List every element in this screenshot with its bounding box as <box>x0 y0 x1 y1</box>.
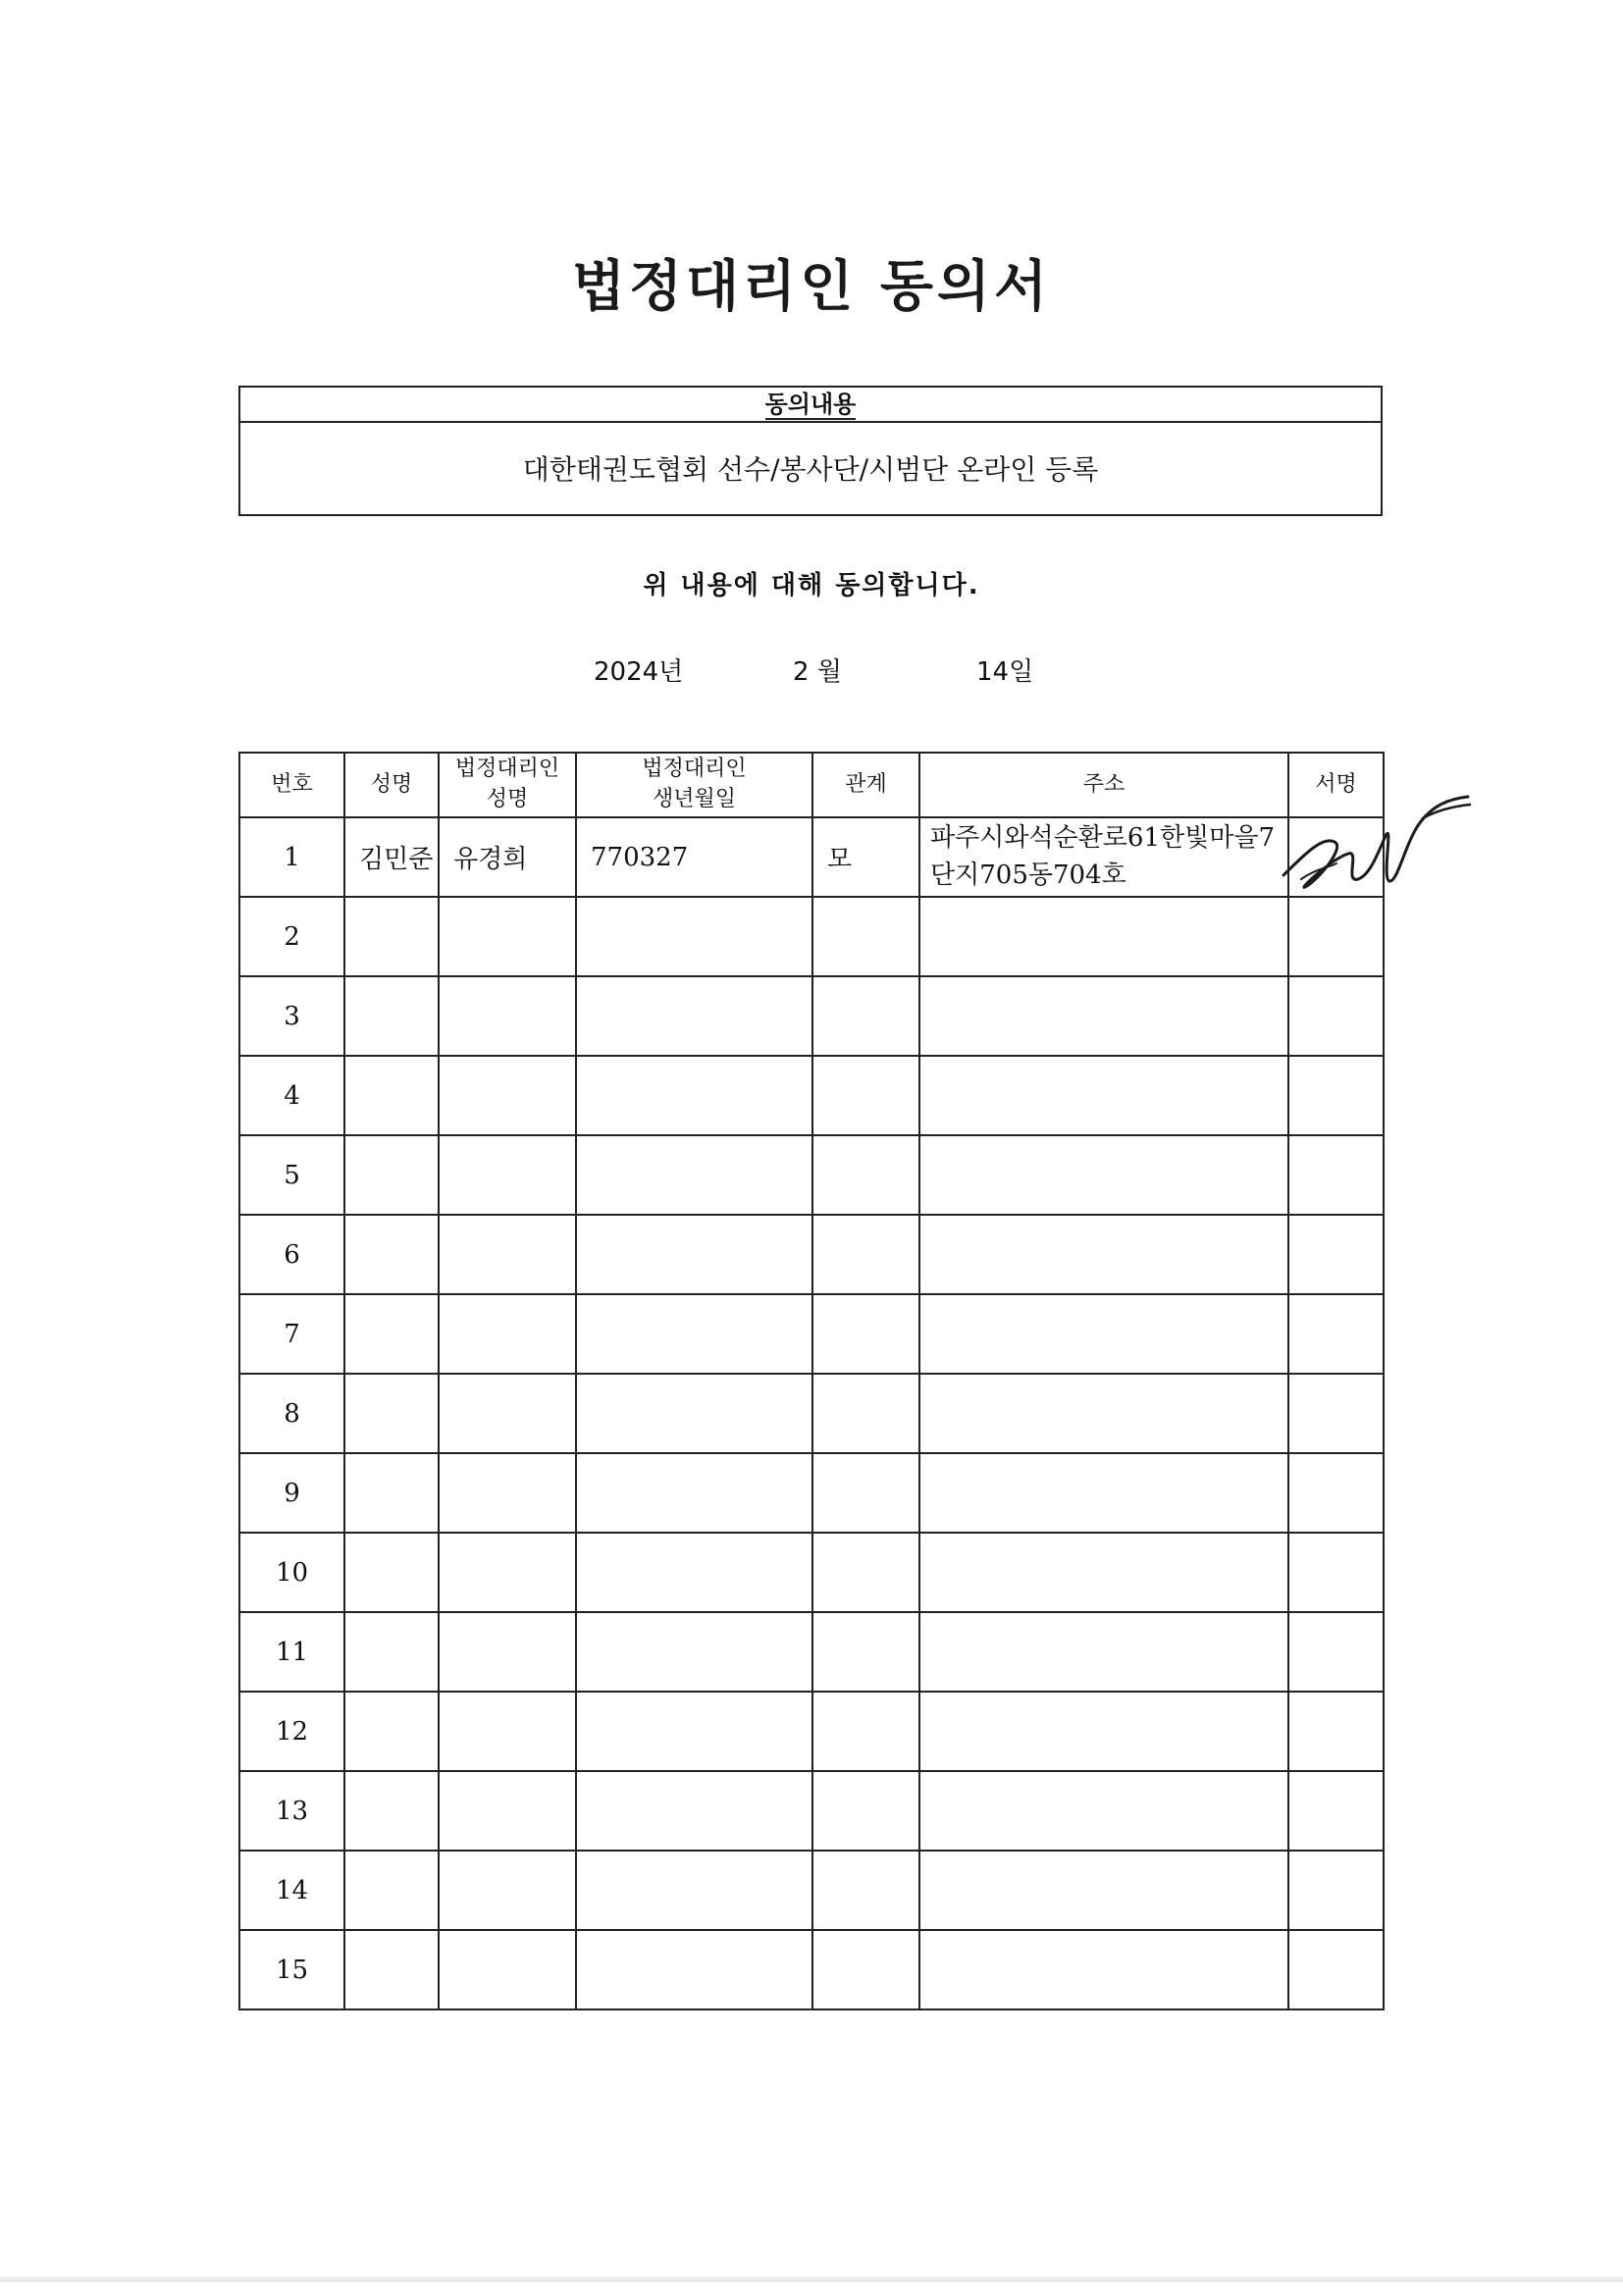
row-guardian-name <box>439 897 576 976</box>
row-name <box>344 976 439 1056</box>
header-address: 주소 <box>919 753 1288 817</box>
row-guardian-name <box>439 1453 576 1533</box>
row-number: 1 <box>239 817 344 897</box>
row-address <box>919 1215 1288 1294</box>
row-name <box>344 1851 439 1930</box>
table-row <box>239 1294 1384 1374</box>
row-guardian-birth <box>576 897 812 976</box>
table-row <box>239 1056 1384 1135</box>
row-guardian-name <box>439 1135 576 1215</box>
row-guardian-name <box>439 1771 576 1851</box>
consent-header-label: 동의내용 <box>764 391 857 418</box>
row-signature <box>1288 1453 1384 1533</box>
table-row <box>239 1215 1384 1294</box>
table-row <box>239 1771 1384 1851</box>
handwritten-signature <box>1276 785 1472 899</box>
header-guardian-birth-line1: 법정대리인 <box>642 757 747 782</box>
row-signature <box>1288 976 1384 1056</box>
table-row <box>239 1612 1384 1692</box>
row-number: 15 <box>239 1930 344 2009</box>
row-number: 14 <box>239 1851 344 1930</box>
row-address <box>919 1374 1288 1453</box>
table-row <box>239 1851 1384 1930</box>
row-guardian-birth <box>576 1056 812 1135</box>
header-name: 성명 <box>344 753 439 817</box>
header-no: 번호 <box>239 753 344 817</box>
row-address <box>919 976 1288 1056</box>
row-signature <box>1288 1930 1384 2009</box>
header-guardian-birth <box>576 753 812 817</box>
row-relation <box>812 1453 919 1533</box>
row-number: 7 <box>239 1294 344 1374</box>
table-row <box>239 1374 1384 1453</box>
row-signature <box>1288 1612 1384 1692</box>
row-guardian-birth <box>576 1533 812 1612</box>
row-guardian-name: 유경희 <box>439 817 576 897</box>
row-number: 12 <box>239 1692 344 1771</box>
row-guardian-birth <box>576 1692 812 1771</box>
header-guardian-name <box>439 753 576 817</box>
table-row <box>239 1453 1384 1533</box>
header-guardian-birth-line2: 생년월일 <box>652 787 736 811</box>
row-number: 10 <box>239 1533 344 1612</box>
row-signature <box>1288 1692 1384 1771</box>
row-relation <box>812 1612 919 1692</box>
agree-statement: 위 내용에 대해 동의합니다. <box>643 571 980 600</box>
row-guardian-name <box>439 1056 576 1135</box>
consent-body: 대한태권도협회 선수/봉사단/시범단 온라인 등록 <box>522 453 1099 486</box>
row-relation <box>812 1056 919 1135</box>
row-address <box>919 1135 1288 1215</box>
row-guardian-birth <box>576 1851 812 1930</box>
row-address <box>919 1056 1288 1135</box>
registration-table <box>238 752 1385 2010</box>
row-signature <box>1288 1215 1384 1294</box>
row-number: 2 <box>239 897 344 976</box>
header-guardian-name-line1: 법정대리인 <box>454 757 560 782</box>
table-row <box>239 897 1384 976</box>
row-address <box>919 1692 1288 1771</box>
row-address <box>919 1851 1288 1930</box>
row-guardian-name <box>439 1533 576 1612</box>
header-signature: 서명 <box>1288 753 1384 817</box>
date-day: 14일 <box>976 657 1034 687</box>
row-signature <box>1288 1135 1384 1215</box>
row-number: 11 <box>239 1612 344 1692</box>
row-address <box>919 897 1288 976</box>
row-name <box>344 1612 439 1692</box>
row-relation <box>812 1215 919 1294</box>
row-number: 6 <box>239 1215 344 1294</box>
row-number: 9 <box>239 1453 344 1533</box>
row-signature <box>1288 1851 1384 1930</box>
table-header-row <box>239 753 1384 817</box>
row-guardian-birth <box>576 976 812 1056</box>
row-signature <box>1288 1533 1384 1612</box>
row-guardian-birth <box>576 1930 812 2009</box>
row-name <box>344 1533 439 1612</box>
row-guardian-name <box>439 1374 576 1453</box>
row-relation <box>812 1374 919 1453</box>
row-relation <box>812 976 919 1056</box>
row-name: 김민준 <box>344 817 439 897</box>
row-relation <box>812 1533 919 1612</box>
row-guardian-birth <box>576 1135 812 1215</box>
row-guardian-name <box>439 1851 576 1930</box>
row-guardian-birth <box>576 1374 812 1453</box>
row-guardian-name <box>439 1215 576 1294</box>
row-number: 4 <box>239 1056 344 1135</box>
row-relation: 모 <box>812 817 919 897</box>
row-name <box>344 1692 439 1771</box>
row-relation <box>812 1930 919 2009</box>
row-address <box>919 1930 1288 2009</box>
row-relation <box>812 1294 919 1374</box>
row-number: 3 <box>239 976 344 1056</box>
table-row <box>239 1533 1384 1612</box>
row-relation <box>812 897 919 976</box>
row-guardian-name <box>439 976 576 1056</box>
row-address <box>919 1612 1288 1692</box>
row-signature <box>1288 1374 1384 1453</box>
row-address <box>919 1294 1288 1374</box>
row-signature <box>1288 1294 1384 1374</box>
header-relation: 관계 <box>812 753 919 817</box>
row-name <box>344 1930 439 2009</box>
row-relation <box>812 1135 919 1215</box>
row-number: 5 <box>239 1135 344 1215</box>
row-name <box>344 897 439 976</box>
row-name <box>344 1374 439 1453</box>
table-row <box>239 1930 1384 2009</box>
row-guardian-birth <box>576 1612 812 1692</box>
row-address: 파주시와석순환로61한빛마을7단지705동704호 <box>919 817 1288 897</box>
row-relation <box>812 1692 919 1771</box>
row-relation <box>812 1851 919 1930</box>
row-signature <box>1288 1771 1384 1851</box>
row-guardian-birth: 770327 <box>576 817 812 897</box>
row-name <box>344 1771 439 1851</box>
row-guardian-birth <box>576 1453 812 1533</box>
row-guardian-birth <box>576 1215 812 1294</box>
row-address <box>919 1771 1288 1851</box>
row-name <box>344 1294 439 1374</box>
consent-header <box>240 388 1381 423</box>
row-name <box>344 1056 439 1135</box>
row-number: 8 <box>239 1374 344 1453</box>
scan-edge <box>0 2276 1623 2282</box>
row-address <box>919 1533 1288 1612</box>
table-row <box>239 817 1384 897</box>
row-signature <box>1288 1056 1384 1135</box>
row-name <box>344 1215 439 1294</box>
row-guardian-birth <box>576 1294 812 1374</box>
row-guardian-birth <box>576 1771 812 1851</box>
table-row <box>239 976 1384 1056</box>
table-row <box>239 1692 1384 1771</box>
row-signature <box>1288 897 1384 976</box>
date-year: 2024년 <box>594 657 684 687</box>
row-address <box>919 1453 1288 1533</box>
row-name <box>344 1453 439 1533</box>
row-guardian-name <box>439 1930 576 2009</box>
row-guardian-name <box>439 1294 576 1374</box>
consent-box <box>238 386 1383 516</box>
document-title: 법정대리인 동의서 <box>571 254 1052 319</box>
header-guardian-name-line2: 성명 <box>486 787 529 811</box>
row-relation <box>812 1771 919 1851</box>
row-number: 13 <box>239 1771 344 1851</box>
row-guardian-name <box>439 1692 576 1771</box>
row-guardian-name <box>439 1612 576 1692</box>
date-month: 2 월 <box>793 657 842 687</box>
row-name <box>344 1135 439 1215</box>
table-row <box>239 1135 1384 1215</box>
